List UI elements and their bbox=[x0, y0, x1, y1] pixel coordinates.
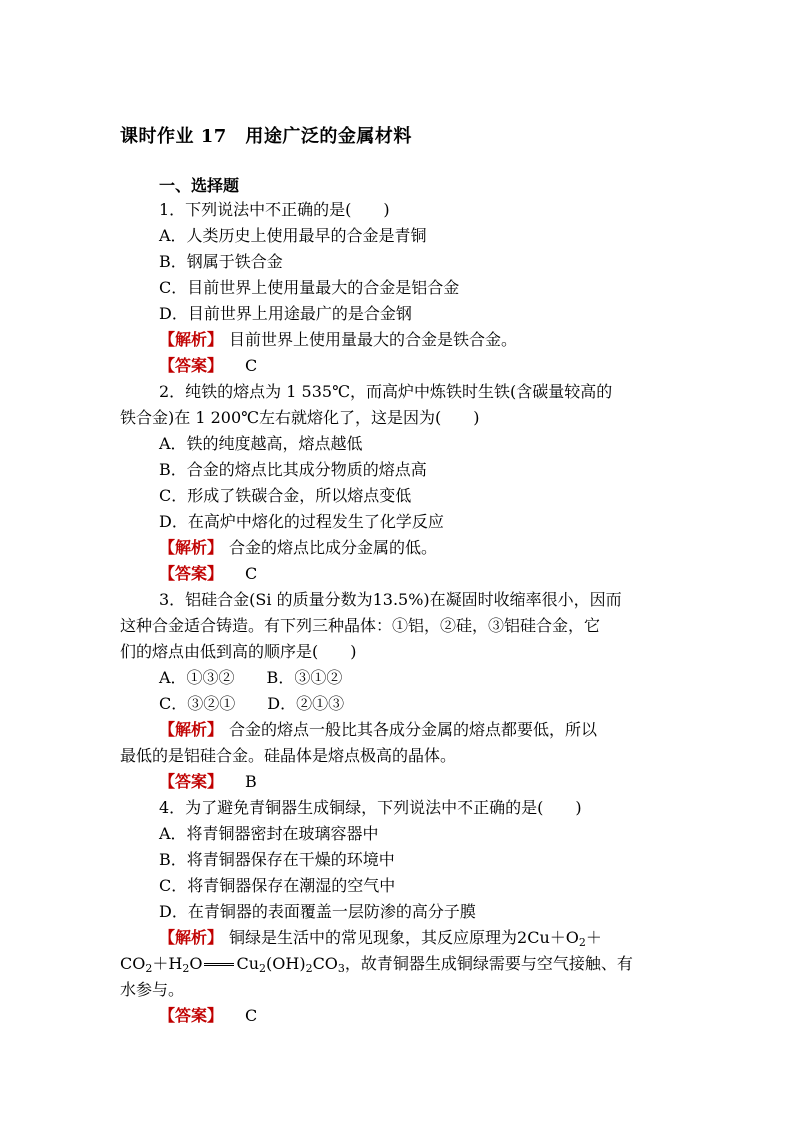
analysis-tag: 【解析】 bbox=[159, 330, 224, 349]
question-2-option-a: A．铁的纯度越高，熔点越低 bbox=[159, 434, 363, 453]
question-3-options-cd: C．③②① D．②①③ bbox=[159, 694, 345, 713]
question-2-stem-line-2: 铁合金)在 1 200℃左右就熔化了，这是因为( ) bbox=[120, 408, 480, 427]
analysis-tag: 【解析】 bbox=[159, 538, 224, 557]
question-1-option-a: A．人类历史上使用最早的合金是青铜 bbox=[159, 226, 427, 245]
question-4-analysis-line-2 bbox=[120, 952, 680, 981]
analysis-text: 目前世界上使用量最大的合金是铁合金。 bbox=[229, 330, 518, 349]
formula-co2: CO bbox=[120, 954, 146, 973]
question-4-option-c: C．将青铜器保存在潮湿的空气中 bbox=[159, 876, 396, 895]
formula-co3: CO bbox=[312, 954, 338, 973]
formula-cu: Cu bbox=[236, 954, 259, 973]
subscript: 3 bbox=[337, 962, 345, 975]
formula-oh: (OH) bbox=[266, 954, 306, 973]
answer-tag: 【答案】 bbox=[159, 772, 224, 791]
question-2-option-d: D．在高炉中熔化的过程发生了化学反应 bbox=[159, 512, 444, 531]
subscript: 2 bbox=[259, 962, 266, 975]
question-3-options-ab: A．①③② B．③①② bbox=[159, 668, 343, 687]
question-3-stem-line-3: 们的熔点由低到高的顺序是( ) bbox=[120, 642, 357, 661]
question-4-answer bbox=[159, 1004, 719, 1028]
question-1-option-d: D．目前世界上用途最广的是合金钢 bbox=[159, 304, 412, 323]
question-2-answer bbox=[159, 562, 719, 586]
answer-value: C bbox=[245, 356, 258, 375]
equals-sign bbox=[204, 963, 234, 966]
answer-tag: 【答案】 bbox=[159, 1006, 224, 1025]
analysis-text: 合金的熔点一般比其各成分金属的熔点都要低，所以 bbox=[229, 720, 598, 739]
subscript: 2 bbox=[578, 936, 586, 949]
analysis-text-tail: ＋ bbox=[585, 928, 602, 947]
question-3-stem-line-2: 这种合金适合铸造。有下列三种晶体：①铝，②硅，③铝硅合金，它 bbox=[120, 616, 601, 635]
page-title: 课时作业 17 用途广泛的金属材料 bbox=[120, 126, 412, 147]
answer-value: C bbox=[245, 564, 258, 583]
question-3-stem-line-1: 3．铝硅合金(Si 的质量分数为13.5%)在凝固时收缩率很小，因而 bbox=[159, 590, 622, 609]
answer-tag: 【答案】 bbox=[159, 356, 224, 375]
analysis-text: 合金的熔点比成分金属的低。 bbox=[229, 538, 438, 557]
question-4-analysis-line-3: 水参与。 bbox=[120, 980, 185, 999]
formula-h2o: ＋H bbox=[152, 954, 183, 973]
analysis-tag: 【解析】 bbox=[159, 928, 224, 947]
question-2-option-c: C．形成了铁碳合金，所以熔点变低 bbox=[159, 486, 412, 505]
formula-o: O bbox=[189, 954, 203, 973]
question-4-option-d: D．在青铜器的表面覆盖一层防渗的高分子膜 bbox=[159, 902, 476, 921]
question-1-analysis bbox=[159, 328, 719, 352]
answer-value: C bbox=[245, 1006, 258, 1025]
question-3-analysis-line-2: 最低的是铝硅合金。硅晶体是熔点极高的晶体。 bbox=[120, 746, 457, 765]
question-2-stem-line-1: 2．纯铁的熔点为 1 535℃，而高炉中炼铁时生铁(含碳量较高的 bbox=[159, 382, 613, 401]
question-1-stem: 1．下列说法中不正确的是( ) bbox=[159, 200, 390, 219]
analysis-text-tail: ，故青铜器生成铜绿需要与空气接触、有 bbox=[344, 954, 633, 973]
question-2-analysis bbox=[159, 536, 719, 560]
question-1-answer bbox=[159, 354, 719, 378]
subscript: 2 bbox=[182, 962, 190, 975]
question-4-option-b: B．将青铜器保存在干燥的环境中 bbox=[159, 850, 395, 869]
analysis-tag: 【解析】 bbox=[159, 720, 224, 739]
question-4-option-a: A．将青铜器密封在玻璃容器中 bbox=[159, 824, 379, 843]
question-3-answer bbox=[159, 770, 719, 794]
question-2-option-b: B．合金的熔点比其成分物质的熔点高 bbox=[159, 460, 427, 479]
question-1-option-c: C．目前世界上使用量最大的合金是铝合金 bbox=[159, 278, 460, 297]
answer-tag: 【答案】 bbox=[159, 564, 224, 583]
question-3-analysis-line-1 bbox=[159, 718, 719, 742]
section-heading: 一、选择题 bbox=[159, 176, 240, 195]
question-1-option-b: B．钢属于铁合金 bbox=[159, 252, 283, 271]
question-4-stem: 4．为了避免青铜器生成铜绿，下列说法中不正确的是( ) bbox=[159, 798, 582, 817]
subscript: 2 bbox=[145, 962, 153, 975]
answer-value: B bbox=[245, 772, 257, 791]
question-4-analysis-line-1 bbox=[159, 926, 719, 955]
analysis-text: 铜绿是生活中的常见现象，其反应原理为2Cu＋O bbox=[229, 928, 579, 947]
subscript: 2 bbox=[305, 962, 313, 975]
